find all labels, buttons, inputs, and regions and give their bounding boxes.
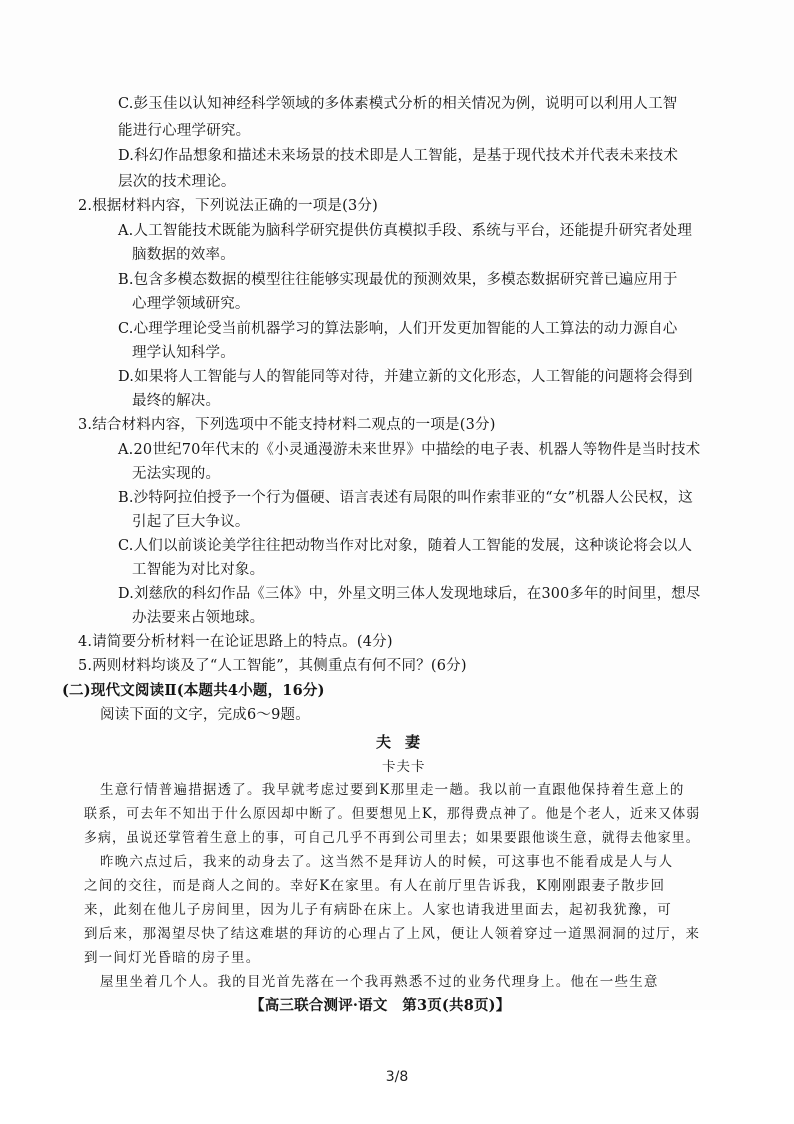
q4-stem: 4.请简要分析材料一在论证思路上的特点。(4分) <box>78 634 393 650</box>
q2-option-a-line1: A.人工智能技术既能为脑科学研究提供仿真模拟手段、系统与平台，还能提升研究者处理 <box>118 223 693 239</box>
q3-option-c-line2: 工智能为对比对象。 <box>132 562 265 578</box>
q2-stem: 2.根据材料内容，下列说法正确的一项是(3分) <box>78 198 378 214</box>
q1-option-d-line1: D.科幻作品想象和描述未来场景的技术即是人工智能，是基于现代技术并代表未来技术 <box>118 148 679 164</box>
story-title: 夫妻 <box>376 733 435 751</box>
q3-option-a-line1: A.20世纪70年代末的《小灵通漫游未来世界》中描绘的电子表、机器人等物件是当时技术 <box>118 442 701 458</box>
q2-option-b-line2: 心理学领域研究。 <box>132 296 250 312</box>
passage-line: 生意行情普遍措据透了。我早就考虑过要到K那里走一趟。我以前一直跟他保持着生意上的 <box>100 782 685 798</box>
q3-option-a-line2: 无法实现的。 <box>132 466 221 482</box>
q3-option-d-line1: D.刘慈欣的科幻作品《三体》中，外星文明三体人发现地球后，在300多年的时间里，想尽 <box>118 586 701 602</box>
passage-line: 多病，虽说还掌管着生意上的事，可自己几乎不再到公司里去；如果要跟他谈生意，就得去他家里。 <box>84 830 700 846</box>
section-heading: (二)现代文阅读Ⅱ(本题共4小题，16分) <box>62 682 325 699</box>
page-footer: 【高三联合测评·语文 第3页(共8页)】 <box>250 997 511 1014</box>
q2-option-c-line2: 理学认知科学。 <box>132 345 235 361</box>
story-author: 卡夫卡 <box>382 759 426 775</box>
passage-line: 昨晚六点过后，我来的动身去了。这当然不是拜访人的时候，可这事也不能看成是人与人 <box>100 854 674 870</box>
passage-line: 来，此刻在他儿子房间里，因为儿子有病卧在床上。人家也请我进里面去，起初我犹豫，可 <box>84 902 672 918</box>
passage-line: 联系，可去年不知出于什么原因却中断了。但要想见上K，那得费点神了。他是个老人，近来又体弱 <box>84 806 701 822</box>
q3-option-b-line2: 引起了巨大争议。 <box>132 514 250 530</box>
q2-option-b-line1: B.包含多模态数据的模型往往能够实现最优的预测效果，多模态数据研究普已遍应用于 <box>118 272 678 288</box>
pdf-page-indicator: 3/8 <box>385 1069 409 1085</box>
q3-option-b-line1: B.沙特阿拉伯授予一个行为僵硬、语言表述有局限的叫作索菲亚的“女”机器人公民权，这 <box>118 490 693 506</box>
q2-option-d-line2: 最终的解决。 <box>132 393 221 409</box>
q5-stem: 5.两则材料均谈及了“人工智能”，其侧重点有何不同？(6分) <box>78 658 467 674</box>
q2-option-d-line1: D.如果将人工智能与人的智能同等对待，并建立新的文化形态，人工智能的问题将会得到 <box>118 369 693 385</box>
section-instruction: 阅读下面的文字，完成6～9题。 <box>100 707 310 723</box>
passage-line: 到后来，那渴望尽快了结这难堪的拜访的心理占了上风，便让人领着穿过一道黑洞洞的过厅，来 <box>84 926 701 942</box>
q1-option-c-line1: C.彭玉佳以认知神经科学领域的多体素模式分析的相关情况为例，说明可以利用人工智 <box>118 96 678 112</box>
q3-option-d-line2: 办法要来占领地球。 <box>132 610 265 626</box>
q1-option-c-line2: 能进行心理学研究。 <box>118 123 251 139</box>
passage-line: 之间的交往，而是商人之间的。幸好K在家里。有人在前厅里告诉我，K刚刚跟妻子散步回 <box>84 878 666 894</box>
passage-line: 屋里坐着几个人。我的目光首先落在一个我再熟悉不过的业务代理身上。他在一些生意 <box>100 974 659 990</box>
q3-option-c-line1: C.人们以前谈论美学往往把动物当作对比对象，随着人工智能的发展，这种谈论将会以人 <box>118 538 693 554</box>
passage-line: 到一间灯光昏暗的房子里。 <box>84 950 261 966</box>
q1-option-d-line2: 层次的技术理论。 <box>118 174 236 190</box>
q2-option-c-line1: C.心理学理论受当前机器学习的算法影响，人们开发更加智能的人工算法的动力源自心 <box>118 321 678 337</box>
q2-option-a-line2: 脑数据的效率。 <box>132 247 235 263</box>
q3-stem: 3.结合材料内容，下列选项中不能支持材料二观点的一项是(3分) <box>78 417 496 433</box>
